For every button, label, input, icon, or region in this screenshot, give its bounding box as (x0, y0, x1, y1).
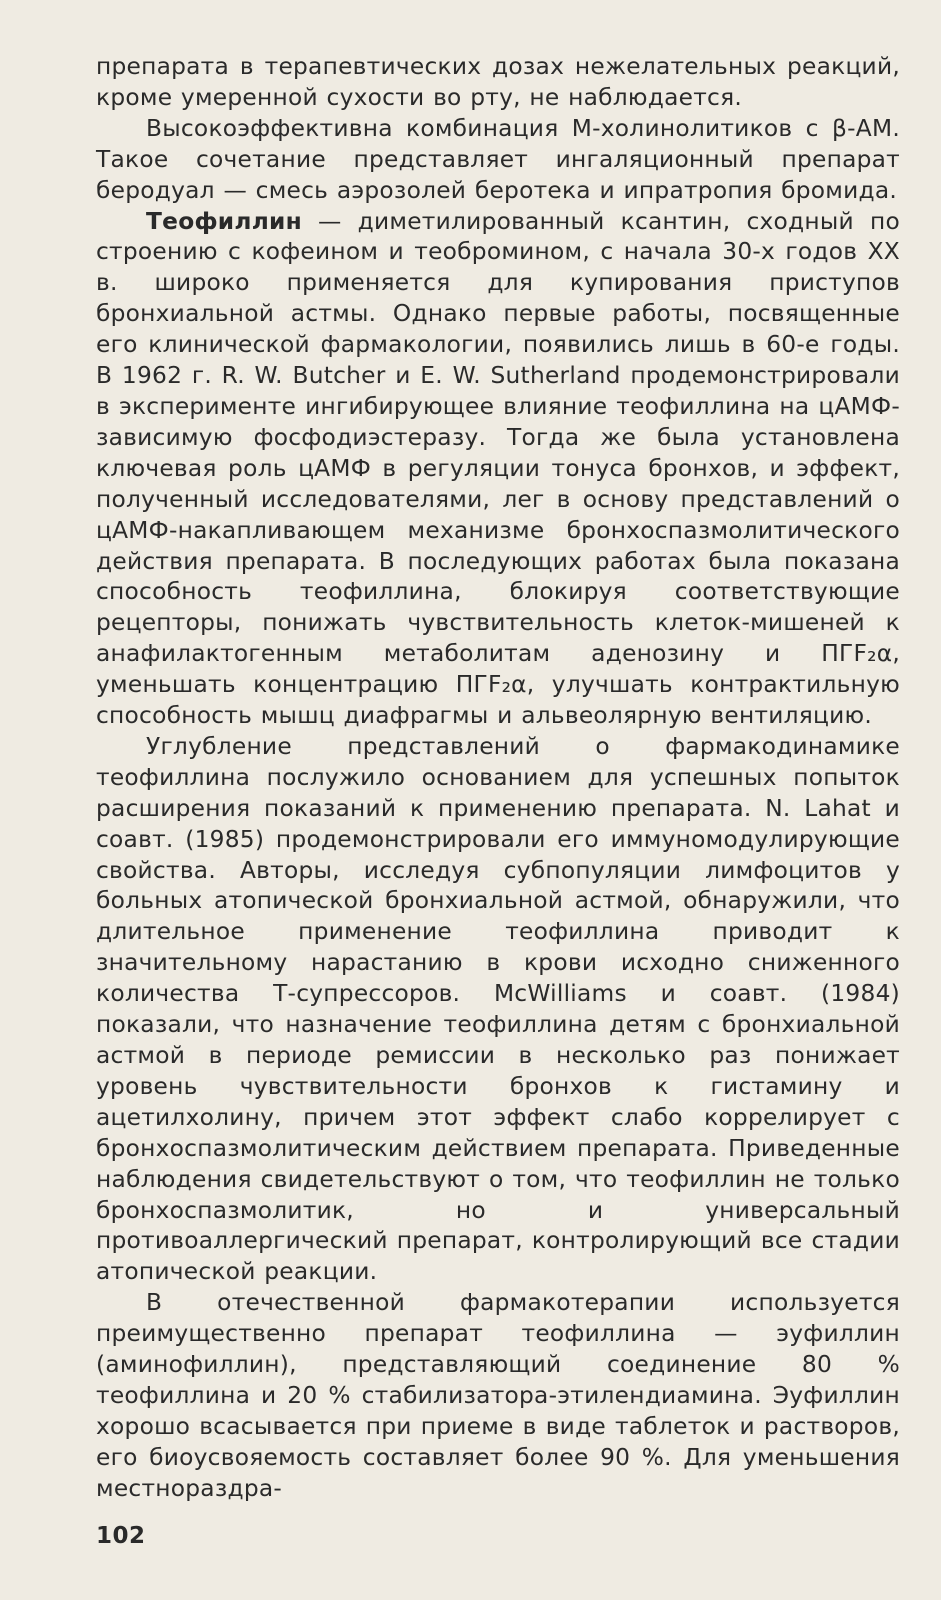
paragraph-theophylline-text: — диметилированный ксантин, сходный по строению с кофеином и теобромином, с начала 30-х годов XX в. широко применяется для купирования приступов бронхиальной астмы. Однако первые работы, посвященные его клинической фармакологии, появились лишь в 60-е годы. В 1962 г. R. W. Butcher и E. W. Sutherland продемонстрировали в эксперименте ингибирующее влияние теофиллина на цАМФ-зависимую фосфодиэстеразу. Тогда же была установлена ключевая роль цАМФ в регуляции тонуса бронхов, и эффект, полученный исследователями, лег в основу представлений о цАМФ-накапливающем механизме бронхоспазмолитического действия препарата. В последующих работах была показана способность теофиллина, блокируя соответствующие рецепторы, понижать чувствительность клеток-мишеней к анафилактогенным метаболитам аденозину и ПГF₂α, уменьшать концентрацию ПГF₂α, улучшать контрактильную способность мышц диафрагмы и альвеолярную вентиляцию. (96, 207, 900, 730)
term-theophylline: Теофиллин (146, 207, 302, 235)
page-number: 102 (96, 1523, 146, 1549)
paragraph-theophylline (96, 207, 900, 732)
paragraph-pharmacodynamics: Углубление представлений о фармакодинамике теофиллина послужило основанием для успешных попыток расширения показаний к применению препарата. N. Lahat и соавт. (1985) продемонстрировали его иммуномодулирующие свойства. Авторы, исследуя субпопуляции лимфоцитов у больных атопической бронхиальной астмой, обнаружили, что длительное применение теофиллина приводит к значительному нарастанию в крови исходно сниженного количества Т-супрессоров. McWilliams и соавт. (1984) показали, что назначение теофиллина детям с бронхиальной астмой в периоде ремиссии в несколько раз понижает уровень чувствительности бронхов к гистамину и ацетилхолину, причем этот эффект слабо коррелирует с бронхоспазмолитическим действием препарата. Приведенные наблюдения свидетельствуют о том, что теофиллин не только бронхоспазмолитик, но и универсальный противоаллергический препарат, контролирующий все стадии атопической реакции. (96, 732, 900, 1286)
paragraph-combination: Высокоэффективна комбинация М-холинолитиков с β-АМ. Такое сочетание представляет ингаляционный препарат беродуал — смесь аэрозолей беротека и ипратропия бромида. (96, 114, 900, 204)
page-body (96, 52, 900, 1505)
paragraph-continuation: препарата в терапевтических дозах нежелательных реакций, кроме умеренной сухости во рту, не наблюдается. (96, 53, 900, 111)
paragraph-euphyllin: В отечественной фармакотерапии используется преимущественно препарат теофиллина — эуфиллин (аминофиллин), представляющий соединение 80 % теофиллина и 20 % стабилизатора-этилендиамина. Эуфиллин хорошо всасывается при приеме в виде таблеток и растворов, его биоусвояемость составляет более 90 %. Для уменьшения местнораздра- (96, 1289, 900, 1502)
